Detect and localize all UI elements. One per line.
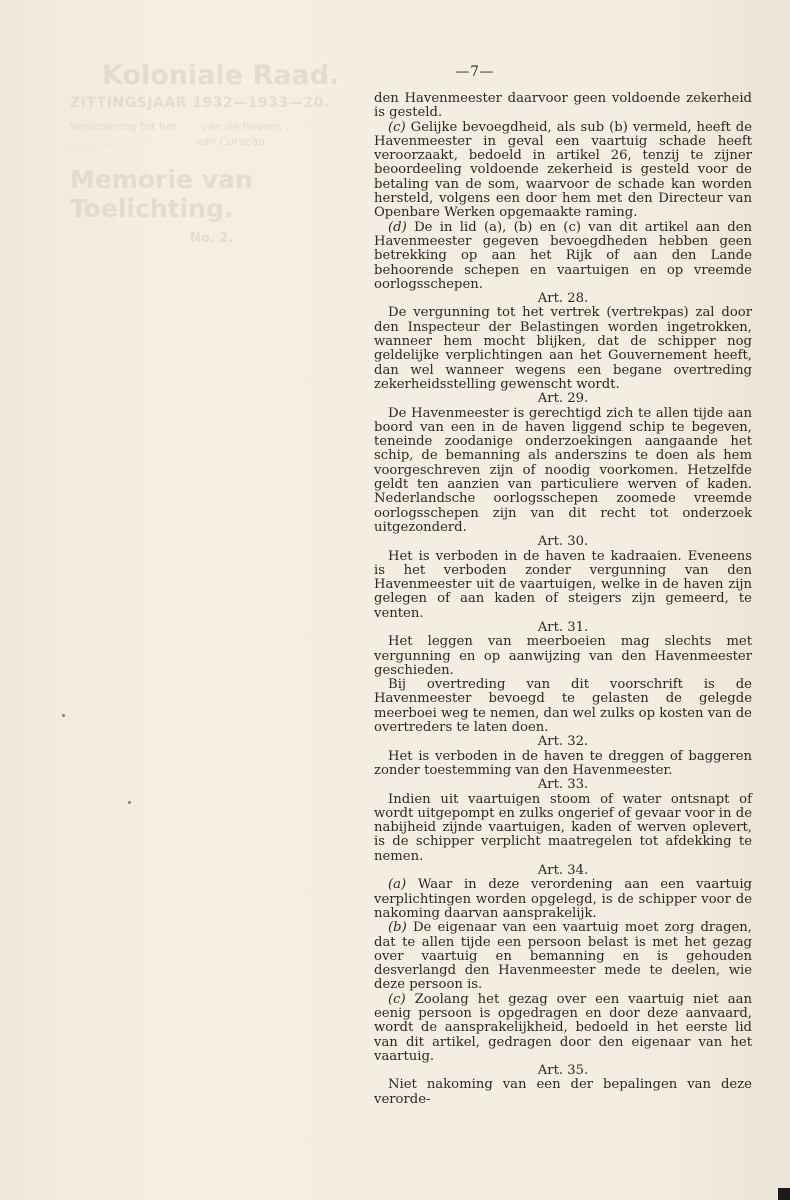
- clause-text: Waar in deze verordening aan een vaartuig verplichtingen worden opgelegd, is de schipper voor de nakoming daarvan aansprakelijk.: [374, 877, 752, 921]
- ghost-subject: Verordening tot het . . . van de havens . . . . . . . . . . . . . . . . . . . . . van Curaçao.: [70, 120, 304, 148]
- clause-paragraph: [374, 121, 752, 221]
- document-body: [374, 92, 752, 1107]
- article-heading: Art. 29.: [537, 391, 589, 407]
- article-heading: Art. 30.: [537, 534, 589, 550]
- clause-paragraph: [374, 993, 752, 1064]
- clause-label: (a): [388, 877, 407, 893]
- ghost-title: Koloniale Raad.: [102, 60, 340, 91]
- body-paragraph: Het leggen van meerboeien mag slechts met vergunning en op aanwijzing van den Havenmeester geschieden.: [374, 634, 752, 678]
- clause-text: De eigenaar van een vaartuig moet zorg dragen, dat te allen tijde een persoon belast is met het gezag over vaartuig en bemanning en is gehouden desverlangd den Havenmeester mede te deelen, wie deze persoon is.: [374, 920, 752, 993]
- article-heading: Art. 33.: [537, 777, 589, 793]
- speck: [62, 714, 65, 717]
- ghost-memo-title: Memorie van Toelichting.: [70, 165, 253, 223]
- article-heading: Art. 35.: [537, 1063, 589, 1079]
- article-heading: Art. 31.: [537, 619, 589, 635]
- article-heading: Art. 34.: [537, 863, 589, 879]
- clause-text: De in lid (a), (b) en (c) van dit artikel aan den Havenmeester gegeven bevoegdheden hebben geen betrekking op aan het Rijk of aan den Lande behoorende schepen en vaartuigen en op vreemde oorlogsschepen.: [374, 219, 752, 292]
- ghost-number: No. 2.: [190, 231, 234, 246]
- clause-paragraph: [374, 921, 752, 992]
- ghost-session: ZITTINGSJAAR 1932—1933—20.: [70, 95, 330, 111]
- article-heading: Art. 32.: [537, 734, 589, 750]
- scan-corner-mark: [778, 1188, 790, 1200]
- article-heading: Art. 28.: [537, 291, 589, 307]
- body-paragraph: Het is verboden in de haven te dreggen of baggeren zonder toestemming van den Havenmeester.: [374, 748, 752, 778]
- clause-paragraph: [374, 221, 752, 292]
- clause-label: (b): [388, 920, 407, 936]
- clause-text: Zoolang het gezag over een vaartuig niet aan eenig persoon is opgedragen en door deze aanvaard, wordt de aansprakelijkheid, bedoeld in het eerste lid van dit artikel, gedragen door den eigenaar van het vaartuig.: [374, 991, 752, 1064]
- clause-text: Gelijke bevoegdheid, als sub (b) vermeld, heeft de Havenmeester in geval een vaartuig schade heeft veroorzaakt, bedoeld in artikel 26, tenzij te zijner beoordeeling voldoende zekerheid is gesteld voor de betaling van de som, waarvoor de schade kan worden hersteld, volgens een door hem met den Directeur van Openbare Werken opgemaakte raming.: [374, 119, 752, 221]
- body-paragraph: De Havenmeester is gerechtigd zich te allen tijde aan boord van een in de haven liggend schip te begeven, teneinde zoodanige onderzoekingen aangaande het schip, de bemanning als anderszins te doen als hem voorgeschreven zijn of noodig voorkomen. Hetzelfde geldt ten aanzien van particuliere werven of kaden. Nederlandsche oorlogsschepen zoomede vreemde oorlogsschepen zijn van dit recht tot onderzoek uitgezonderd.: [374, 405, 752, 535]
- body-paragraph: Niet nakoming van een der bepalingen van deze verorde-: [374, 1077, 752, 1107]
- clause-label: (c): [388, 119, 406, 135]
- body-paragraph: Indien uit vaartuigen stoom of water ontsnapt of wordt uitgepompt en zulks ongerief of gevaar voor in de nabijheid zijnde vaartuigen, kaden of werven oplevert, is de schipper verplicht maatregelen tot afdekking te nemen.: [374, 791, 752, 864]
- body-paragraph: De vergunning tot het vertrek (vertrekpas) zal door den Inspecteur der Belastingen worden ingetrokken, wanneer hem mocht blijken, dat de schipper nog geldelijke verplichtingen aan het Gouvernement heeft, dan wel wanneer wegens een begane overtreding zekerheidsstelling gewenscht wordt.: [374, 305, 752, 392]
- clause-label: (d): [388, 219, 407, 235]
- body-paragraph: Bij overtreding van dit voorschrift is de Havenmeester bevoegd te gelasten de gelegde meerboei weg te nemen, dan wel zulks op kosten van de overtreders te laten doen.: [374, 677, 752, 736]
- body-paragraph: Het is verboden in de haven te kadraaien. Eveneens is het verboden zonder vergunning van den Havenmeester uit de vaartuigen, welke in de haven zijn gelegen of aan kaden of steigers zijn gemeerd, te venten.: [374, 548, 752, 621]
- clause-label: (c): [388, 991, 406, 1007]
- bleed-through-header: [70, 60, 370, 246]
- clause-paragraph: [374, 878, 752, 921]
- page-number: —7—: [455, 64, 495, 80]
- body-paragraph: den Havenmeester daarvoor geen voldoende zekerheid is gesteld.: [374, 91, 752, 121]
- speck: [128, 801, 131, 804]
